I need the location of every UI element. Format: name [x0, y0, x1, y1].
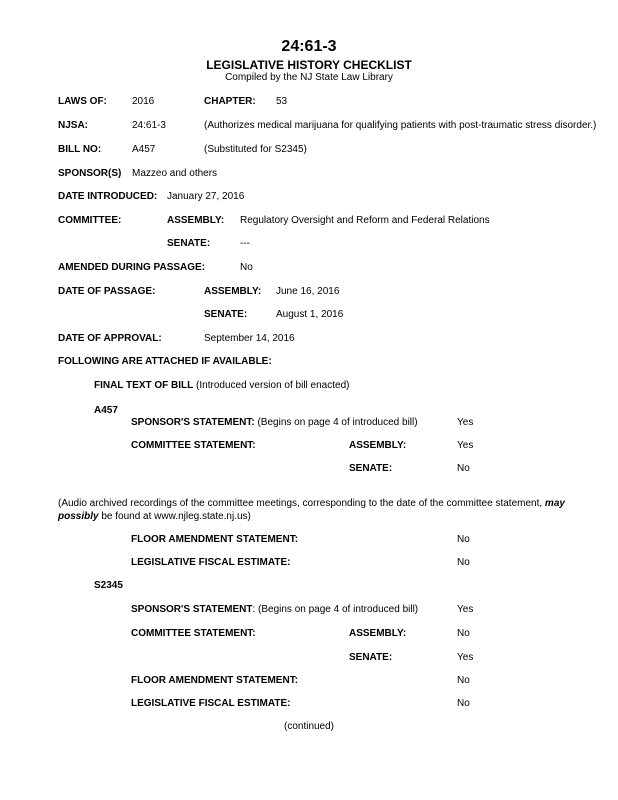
date-of-passage-label: DATE OF PASSAGE: — [58, 286, 156, 297]
final-text-label: FINAL TEXT OF BILL — [94, 380, 194, 391]
audio-note-part1: (Audio archived recordings of the committee meetings, corresponding to the date of the committee statement, — [58, 498, 545, 509]
passage-assembly-value: June 16, 2016 — [276, 286, 340, 297]
final-text-line — [94, 380, 349, 392]
a457-sponsor-label: SPONSOR'S STATEMENT: — [131, 417, 255, 428]
bill-no-label: BILL NO: — [58, 144, 102, 155]
date-introduced-value: January 27, 2016 — [167, 191, 245, 202]
final-text-note: (Introduced version of bill enacted) — [196, 380, 350, 391]
a457-assembly-value: Yes — [457, 440, 474, 451]
s2345-sponsor-value: Yes — [457, 604, 474, 615]
a457-sponsor-note: (Begins on page 4 of introduced bill) — [257, 417, 418, 428]
passage-assembly-label: ASSEMBLY: — [204, 286, 262, 297]
laws-of-value: 2016 — [132, 96, 155, 107]
a457-sponsor-value: Yes — [457, 417, 474, 428]
chapter-value: 53 — [276, 96, 288, 107]
committee-label: COMMITTEE: — [58, 215, 122, 226]
passage-senate-label: SENATE: — [204, 309, 248, 320]
sponsors-label: SPONSOR(S) — [58, 168, 122, 179]
audio-archive-note — [58, 497, 603, 523]
a457-heading: A457 — [94, 405, 118, 416]
date-introduced-label: DATE INTRODUCED: — [58, 191, 158, 202]
s2345-heading: S2345 — [94, 580, 123, 591]
s2345-fiscal-label: LEGISLATIVE FISCAL ESTIMATE: — [131, 698, 291, 709]
committee-senate-value: --- — [240, 238, 250, 249]
s2345-sponsor-line — [131, 604, 418, 616]
s2345-senate-label: SENATE: — [349, 652, 393, 663]
a457-floor-label: FLOOR AMENDMENT STATEMENT: — [131, 534, 299, 545]
audio-note-part2: be found at www.njleg.state.nj.us) — [98, 511, 251, 522]
s2345-floor-value: No — [457, 675, 470, 686]
s2345-committee-label: COMMITTEE STATEMENT: — [131, 628, 256, 639]
continued-note: (continued) — [283, 721, 335, 732]
chapter-label: CHAPTER: — [204, 96, 256, 107]
laws-of-label: LAWS OF: — [58, 96, 107, 107]
committee-senate-label: SENATE: — [167, 238, 211, 249]
amended-value: No — [240, 262, 253, 273]
a457-fiscal-label: LEGISLATIVE FISCAL ESTIMATE: — [131, 557, 291, 568]
a457-senate-label: SENATE: — [349, 463, 393, 474]
sponsors-value: Mazzeo and others — [132, 168, 218, 179]
s2345-sponsor-label: SPONSOR'S STATEMENT — [131, 604, 253, 615]
committee-assembly-label: ASSEMBLY: — [167, 215, 225, 226]
s2345-senate-value: Yes — [457, 652, 474, 663]
s2345-floor-label: FLOOR AMENDMENT STATEMENT: — [131, 675, 299, 686]
bill-no-value: A457 — [132, 144, 156, 155]
s2345-fiscal-value: No — [457, 698, 470, 709]
a457-assembly-label: ASSEMBLY: — [349, 440, 407, 451]
s2345-assembly-label: ASSEMBLY: — [349, 628, 407, 639]
document-title: LEGISLATIVE HISTORY CHECKLIST — [206, 58, 412, 72]
a457-committee-label: COMMITTEE STATEMENT: — [131, 440, 256, 451]
njsa-value: 24:61-3 — [132, 120, 166, 131]
compiled-by: Compiled by the NJ State Law Library — [225, 72, 393, 83]
a457-senate-value: No — [457, 463, 470, 474]
s2345-sponsor-note: : (Begins on page 4 of introduced bill) — [252, 604, 419, 615]
s2345-assembly-value: No — [457, 628, 470, 639]
committee-assembly-value: Regulatory Oversight and Reform and Federal Relations — [240, 215, 490, 226]
passage-senate-value: August 1, 2016 — [276, 309, 344, 320]
date-of-approval-label: DATE OF APPROVAL: — [58, 333, 162, 344]
attachments-heading: FOLLOWING ARE ATTACHED IF AVAILABLE: — [58, 356, 272, 367]
a457-fiscal-value: No — [457, 557, 470, 568]
a457-sponsor-line — [131, 417, 418, 429]
audio-note-emphasis: may possibly — [58, 498, 565, 522]
amended-label: AMENDED DURING PASSAGE: — [58, 262, 206, 273]
a457-floor-value: No — [457, 534, 470, 545]
law-number-heading: 24:61-3 — [281, 38, 337, 55]
njsa-description: (Authorizes medical marijuana for qualifying patients with post-traumatic stress disorder.) — [204, 120, 597, 131]
bill-no-note: (Substituted for S2345) — [204, 144, 307, 155]
date-of-approval-value: September 14, 2016 — [204, 333, 295, 344]
njsa-label: NJSA: — [58, 120, 89, 131]
